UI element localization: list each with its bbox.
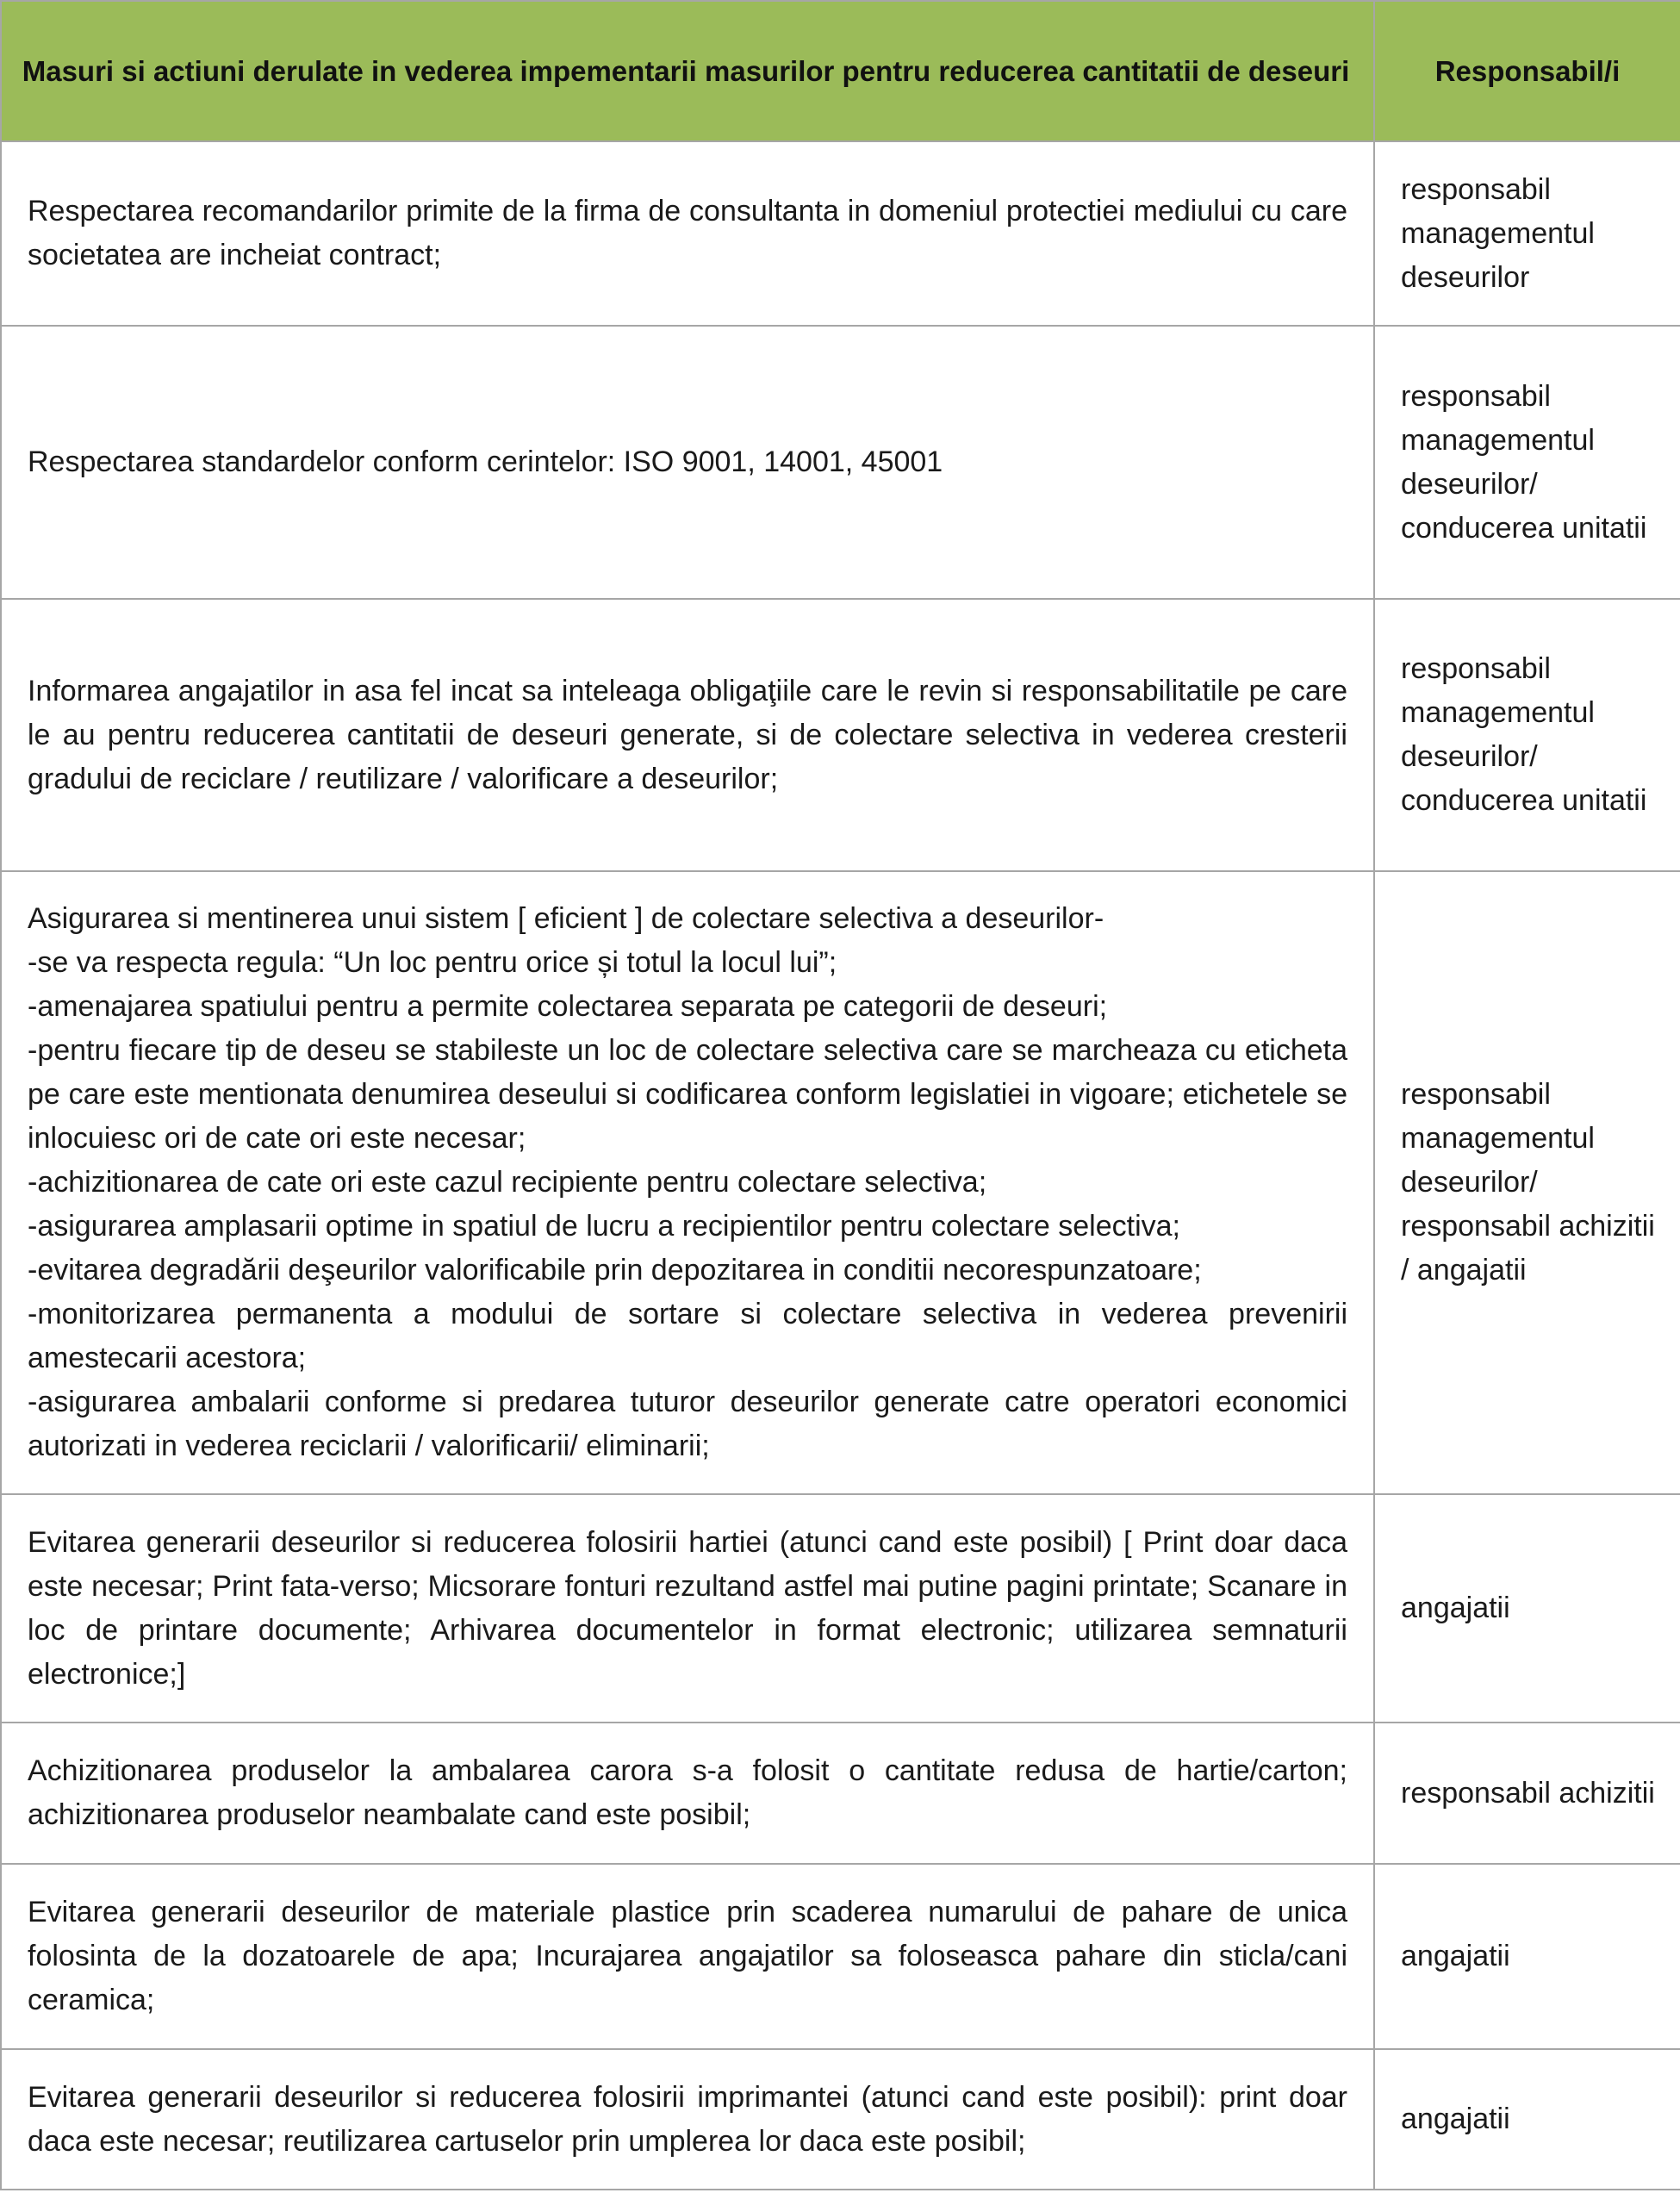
table-row — [1, 871, 1680, 1494]
measure-cell: Informarea angajatilor in asa fel incat sa inteleaga obligaţiile care le revin si responsabilitatile pe care le au pentru reducerea cantitatii de deseuri generate, si de colectare selectiva in vederea cresterii gradului de reciclare / reutilizare / valorificare a deseurilor; — [1, 599, 1374, 871]
responsible-cell: angajatii — [1374, 1494, 1680, 1723]
table-row — [1, 1864, 1680, 2049]
responsible-cell: responsabil managementul deseurilor/ conducerea unitatii — [1374, 326, 1680, 599]
measure-cell: Evitarea generarii deseurilor si reducerea folosirii imprimantei (atunci cand este posibil): print doar daca este necesar; reutilizarea cartuselor prin umplerea lor daca este posibil; — [1, 2049, 1374, 2190]
header-responsible: Responsabil/i — [1374, 1, 1680, 141]
measure-line: -amenajarea spatiului pentru a permite colectarea separata pe categorii de deseuri; — [28, 990, 1108, 1023]
header-measures: Masuri si actiuni derulate in vederea impementarii masurilor pentru reducerea cantitatii de deseuri — [1, 1, 1374, 141]
measure-line: -monitorizarea permanenta a modului de sortare si colectare selectiva in vederea prevenirii amestecarii acestora; — [28, 1298, 1347, 1374]
measure-line: -asigurarea ambalarii conforme si predarea tuturor deseurilor generate catre operatori economici autorizati in vederea reciclarii / valorificarii/ eliminarii; — [28, 1386, 1347, 1462]
header-row — [1, 1, 1680, 141]
responsible-cell: angajatii — [1374, 2049, 1680, 2190]
table-header — [1, 1, 1680, 141]
measure-line: -asigurarea amplasarii optime in spatiul de lucru a recipientilor pentru colectare selectiva; — [28, 1210, 1180, 1243]
measure-line: -achizitionarea de cate ori este cazul recipiente pentru colectare selectiva; — [28, 1166, 987, 1199]
measure-cell — [1, 871, 1374, 1494]
table-row — [1, 1723, 1680, 1864]
table-row — [1, 1494, 1680, 1723]
table-row — [1, 326, 1680, 599]
measure-cell: Achizitionarea produselor la ambalarea carora s-a folosit o cantitate redusa de hartie/carton; achizitionarea produselor neambalate cand este posibil; — [1, 1723, 1374, 1864]
table-row — [1, 141, 1680, 326]
responsible-cell: angajatii — [1374, 1864, 1680, 2049]
responsible-cell: responsabil achizitii — [1374, 1723, 1680, 1864]
responsible-cell: responsabil managementul deseurilor/ conducerea unitatii — [1374, 599, 1680, 871]
measure-cell: Evitarea generarii deseurilor de materiale plastice prin scaderea numarului de pahare de unica folosinta de la dozatoarele de apa; Incurajarea angajatilor sa foloseasca pahare din sticla/cani ceramica; — [1, 1864, 1374, 2049]
measure-line: -se va respecta regula: “Un loc pentru orice și totul la locul lui”; — [28, 946, 837, 979]
measure-line: Asigurarea si mentinerea unui sistem [ eficient ] de colectare selectiva a deseurilor- — [28, 902, 1104, 935]
table-row — [1, 599, 1680, 871]
table-body — [1, 141, 1680, 2190]
measure-cell: Evitarea generarii deseurilor si reducerea folosirii hartiei (atunci cand este posibil) [ Print doar daca este necesar; Print fata-verso; Micsorare fonturi rezultand astfel mai putine pagini printate; Scanare in loc de printare documente; Arhivarea documentelor in format electronic; utilizarea semnaturii electronice;] — [1, 1494, 1374, 1723]
measure-cell: Respectarea recomandarilor primite de la firma de consultanta in domeniul protectiei mediului cu care societatea are incheiat contract; — [1, 141, 1374, 326]
responsible-cell: responsabil managementul deseurilor/ responsabil achizitii / angajatii — [1374, 871, 1680, 1494]
measure-line: -evitarea degradării deşeurilor valorificabile prin depozitarea in conditii necorespunzatoare; — [28, 1254, 1202, 1287]
table-row — [1, 2049, 1680, 2190]
responsible-cell: responsabil managementul deseurilor — [1374, 141, 1680, 326]
measure-line: -pentru fiecare tip de deseu se stabileste un loc de colectare selectiva care se marcheaza cu eticheta pe care este mentionata denumirea deseului si codificarea conform legislatiei in vigoare; etichetele se inlocuiesc ori de cate ori este necesar; — [28, 1034, 1347, 1155]
measure-cell: Respectarea standardelor conform cerintelor: ISO 9001, 14001, 45001 — [1, 326, 1374, 599]
